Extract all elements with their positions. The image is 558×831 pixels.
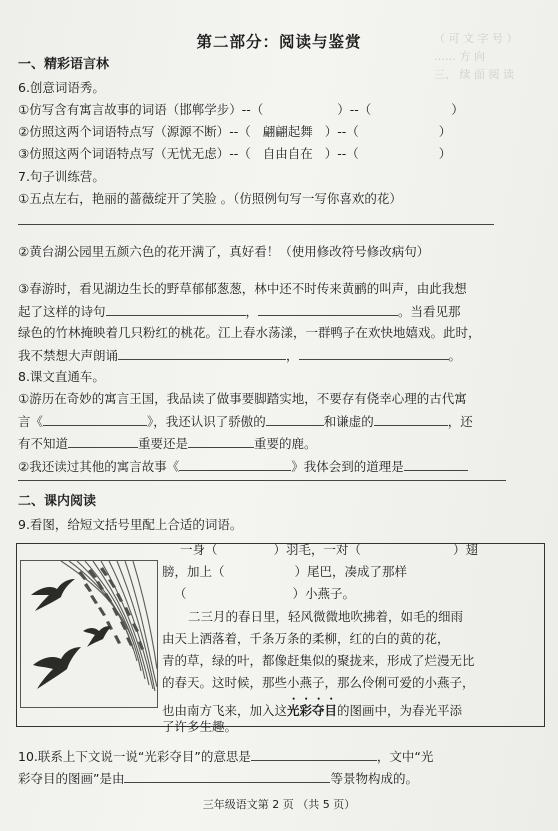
passage-text: 一身（ xyxy=(180,542,218,557)
q10-blank-meaning[interactable] xyxy=(251,747,377,761)
q6-2-sep: ）--（ xyxy=(324,124,359,139)
q8-heading: 8.课文直通车。 xyxy=(18,369,105,384)
passage-line-5: 由天上洒落着，千条万条的柔柳，红的白的黄的花， xyxy=(162,631,450,646)
q8-1-text-7: 重要的鹿。 xyxy=(254,436,317,451)
q7-item-3-line-1: ③春游时，看见湖边生长的野草郁郁葱葱，林中还不时传来黄鹂的叫声，由此我想 xyxy=(18,281,467,296)
q9-heading: 9.看图，给短文括号里配上合适的词语。 xyxy=(18,517,243,532)
q8-1-text: 言《 xyxy=(18,414,44,429)
passage-line-6: 青的草，绿的叶，都像赶集似的聚拢来，形成了烂漫无比 xyxy=(162,653,475,668)
q6-2-prompt: ②仿照这两个词语特点写（源源不断）--（ xyxy=(18,124,251,139)
emphasized-phrase: 光彩夺目 xyxy=(287,703,338,718)
q7-3-comma: ， xyxy=(245,304,259,319)
q7-item-3-line-3: 绿色的竹林掩映着几只粉红的桃花。江上春水荡漾，一群鸭子在欢快地嬉戏。此时， xyxy=(18,325,481,340)
bleed-line: （ 可 文 字 号 ） xyxy=(434,32,518,45)
section-1-heading: 一、精彩语言林 xyxy=(18,57,110,72)
passage-text: 的图画中，为春光平添 xyxy=(337,703,463,718)
q8-item-2 xyxy=(18,457,468,476)
passage-line-8 xyxy=(162,696,462,720)
q8-item-1-line-1: ①游历在奇妙的寓言王国，我品读了做事要脚踏实地，不要存有侥幸心理的古代寓 xyxy=(18,391,467,406)
q7-3-blank-3[interactable] xyxy=(118,346,286,360)
swallows-willow-drawing xyxy=(21,561,157,707)
q6-item-1 xyxy=(18,101,464,119)
passage-text: ）羽毛，一对（ xyxy=(273,542,362,557)
q6-1-close: ） xyxy=(451,102,464,117)
passage-line-2 xyxy=(162,563,407,581)
q8-1-text-5: 有不知道 xyxy=(18,436,69,451)
q6-1-blank-1[interactable] xyxy=(263,101,337,114)
q6-3-sep: ）--（ xyxy=(324,146,359,161)
q7-3-blank-4[interactable] xyxy=(299,346,449,360)
q6-1-blank-2[interactable] xyxy=(371,101,451,114)
q6-1-prompt: ①仿写含有寓言故事的词语（邯郸学步）--（ xyxy=(18,102,264,117)
q8-item-1-line-2 xyxy=(18,412,473,431)
section-2-heading: 二、课内阅读 xyxy=(18,494,97,509)
q6-2-blank[interactable] xyxy=(359,123,439,136)
q6-3-example: 自由自在 xyxy=(262,146,313,161)
q6-item-2 xyxy=(18,123,451,141)
q7-heading: 7.句子训练营。 xyxy=(18,169,105,184)
q8-1-blank-deer-1[interactable] xyxy=(68,434,138,448)
q8-1-text-3: 和谦虚的 xyxy=(323,414,374,429)
q7-item-3-line-4 xyxy=(18,346,461,365)
q10-text-3: 彩夺目的图画”是由 xyxy=(18,771,125,786)
q8-1-blank-proud[interactable] xyxy=(266,412,324,426)
q6-3-prompt: ③仿照这两个词语特点写（无忧无虑）--（ xyxy=(18,146,251,161)
swallow-birds xyxy=(31,579,111,689)
q7-3-comma-2: ， xyxy=(286,348,299,363)
q10-text-2: ，文中“光 xyxy=(376,749,434,764)
bleed-line: 三、 续 面 阅 读 xyxy=(434,68,514,80)
q10-text: 10.联系上下文说一说“光彩夺目”的意思是 xyxy=(18,749,251,764)
q8-2-blank-fable[interactable] xyxy=(179,457,291,471)
q8-1-blank-modest[interactable] xyxy=(374,412,448,426)
q8-1-blank-deer-2[interactable] xyxy=(188,434,254,448)
q7-item-2: ②黄台湖公园里五颜六色的花开满了，真好看！（使用修改符号修改病句） xyxy=(18,244,430,259)
q6-heading: 6.创意词语秀。 xyxy=(18,80,105,95)
q6-1-sep: ）--（ xyxy=(337,102,372,117)
passage-line-9: 了许多生趣。 xyxy=(162,719,238,734)
q7-3-blank-2[interactable] xyxy=(258,302,398,316)
q6-2-close: ） xyxy=(438,124,452,139)
swallows-illustration xyxy=(20,560,158,708)
page-footer: 三年级语文第 2 页 （共 5 页） xyxy=(202,798,356,811)
q8-2-text-2: 》我体会到的道理是 xyxy=(291,459,404,474)
q7-3-blank-1[interactable] xyxy=(106,302,246,316)
q10-blank-scenery[interactable] xyxy=(124,769,330,783)
passage-line-7: 的春天。这时候，那些小燕子，那么伶俐可爱的小燕子， xyxy=(162,675,475,690)
q7-item-1: ①五点左右，艳丽的蔷薇绽开了笑脸 。（仿照例句写一写你喜欢的花） xyxy=(18,191,402,206)
bleed-line: …… 方 向 xyxy=(434,50,485,63)
page-title: 第二部分：阅读与鉴赏 xyxy=(196,33,362,51)
q6-item-3 xyxy=(18,145,451,163)
q6-3-close: ） xyxy=(438,146,452,161)
passage-text: （ xyxy=(174,586,187,601)
passage-text: ）尾巴，凑成了那样 xyxy=(294,564,408,579)
passage-text: ）翅 xyxy=(453,542,479,557)
q8-2-answer-line[interactable] xyxy=(18,480,506,481)
q8-2-blank-lesson[interactable] xyxy=(404,457,468,471)
q7-1-answer-line[interactable] xyxy=(18,224,494,225)
q8-2-text: ②我还读过其他的寓言故事《 xyxy=(18,459,180,474)
q6-3-blank[interactable] xyxy=(359,145,439,158)
q8-1-text-4: ，还 xyxy=(447,414,473,429)
q10-line-2 xyxy=(18,769,418,788)
q8-1-text-6: 重要还是 xyxy=(138,436,189,451)
q7-3-text-3: 我不禁想大声朗诵 xyxy=(18,348,119,363)
q8-1-text-2: 》，我还认识了骄傲的 xyxy=(147,414,266,429)
passage-text: 膀，加上（ xyxy=(162,564,225,579)
q7-3-period: 。 xyxy=(448,348,462,363)
q7-item-3-line-2 xyxy=(18,302,461,321)
passage-line-3 xyxy=(174,585,355,603)
q10-line-1 xyxy=(18,747,433,766)
q7-3-text-2: 。当看见那 xyxy=(398,304,461,319)
q8-1-blank-fable[interactable] xyxy=(43,412,147,426)
passage-line-1 xyxy=(180,541,478,559)
passage-text: ）小燕子。 xyxy=(292,586,356,601)
q8-item-1-line-3 xyxy=(18,434,317,453)
q10-text-4: 等景物构成的。 xyxy=(330,771,418,786)
passage-line-4: 二三月的春日里，轻风微微地吹拂着，如毛的细雨 xyxy=(188,609,464,624)
passage-text: 也由南方飞来，加入这 xyxy=(162,703,288,718)
q6-2-example: 翩翩起舞 xyxy=(262,124,313,139)
q7-3-text: 起了这样的诗句 xyxy=(18,304,106,319)
